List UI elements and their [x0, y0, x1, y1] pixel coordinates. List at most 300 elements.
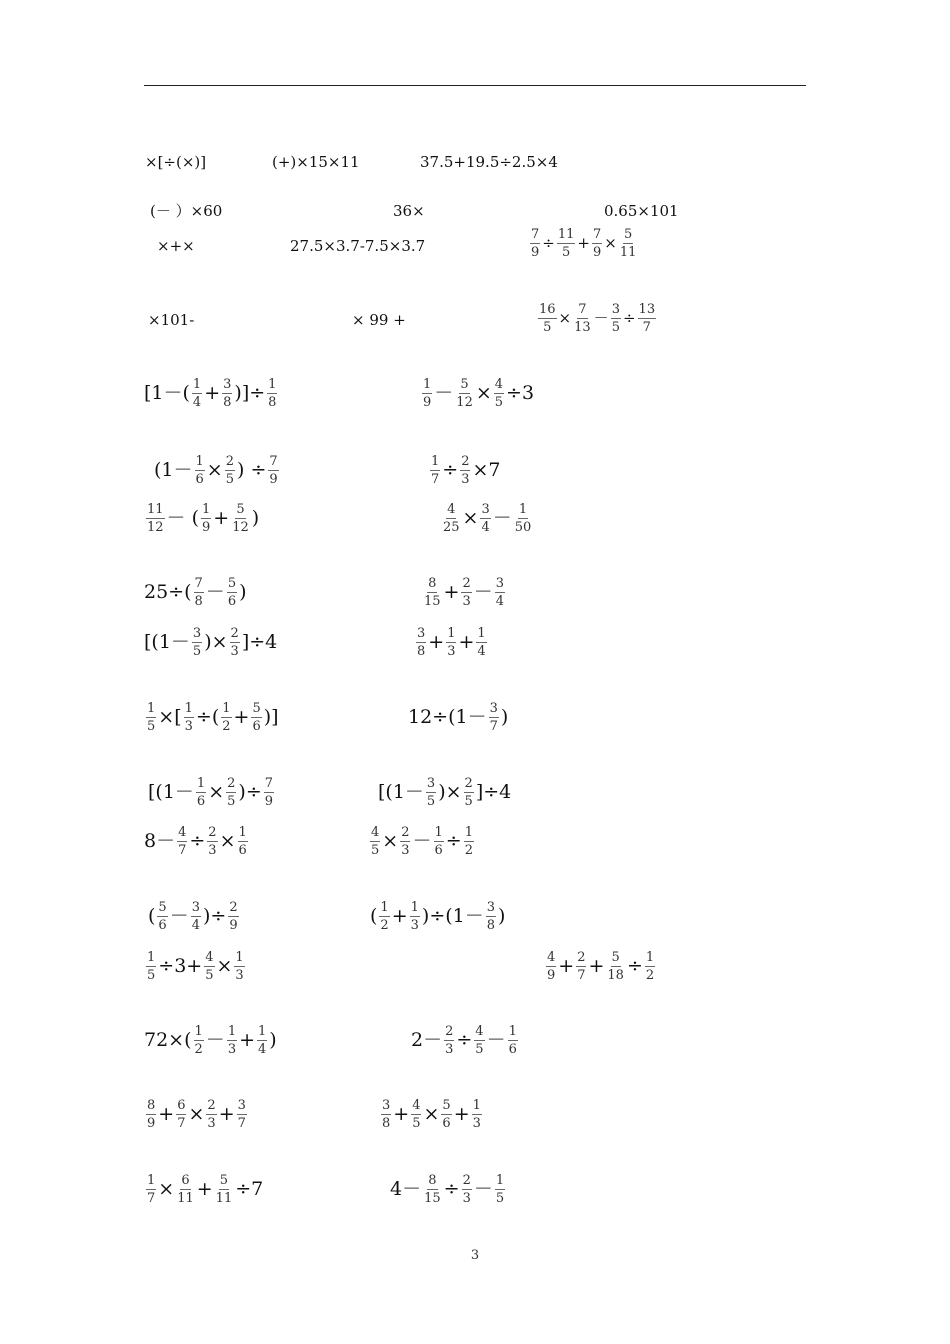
expr-r8b	[421, 577, 507, 608]
fraction-denominator: 12	[147, 520, 164, 535]
operator-text: +	[458, 631, 475, 653]
fraction-numerator: 3	[481, 502, 490, 517]
fraction-numerator: 3	[191, 900, 200, 915]
fraction	[455, 378, 474, 409]
fraction-denominator: 4	[481, 520, 490, 535]
fraction-denominator: 2	[645, 968, 655, 983]
operator-text: ÷	[626, 955, 643, 977]
fraction-numerator: 13	[638, 302, 656, 317]
operator-text: 12÷(1－	[408, 706, 487, 728]
fraction	[480, 503, 490, 534]
fraction	[146, 702, 156, 733]
fraction-denominator: 5	[147, 968, 156, 983]
fraction-numerator: 3	[489, 701, 498, 716]
fraction-numerator: 1	[258, 1024, 267, 1039]
fraction	[194, 577, 204, 608]
fraction-numerator: 2	[401, 825, 410, 840]
expr-r6b	[428, 455, 501, 486]
fraction	[184, 702, 194, 733]
fraction	[381, 1099, 391, 1130]
fraction	[514, 503, 533, 534]
fraction-denominator: 9	[547, 968, 556, 983]
expression-text: × 99 +	[352, 311, 406, 329]
operator-text: － (	[166, 507, 199, 529]
operator-text: 72×(	[144, 1029, 192, 1051]
fraction-numerator: 1	[238, 825, 247, 840]
fraction-denominator: 3	[184, 719, 193, 734]
fraction-numerator: 5	[442, 1098, 451, 1113]
fraction	[416, 627, 426, 658]
fraction-denominator: 11	[619, 245, 637, 260]
expr-r14b	[544, 951, 657, 982]
fraction-denominator: 6	[227, 594, 237, 609]
operator-text: －	[169, 905, 189, 927]
fraction	[461, 577, 471, 608]
operator-text: +	[218, 1103, 235, 1125]
fraction-numerator: 3	[192, 626, 202, 641]
operator-text: )	[251, 507, 260, 529]
fraction	[146, 951, 156, 982]
fraction	[267, 378, 277, 409]
expr-r2b	[393, 204, 425, 219]
expr-r10a	[144, 702, 279, 733]
expr-r2a	[150, 204, 222, 219]
operator-text: )×	[204, 631, 228, 653]
fraction-numerator: 7	[264, 776, 274, 791]
fraction-numerator: 3	[486, 900, 496, 915]
fraction-numerator: 5	[460, 377, 469, 392]
fraction	[227, 577, 237, 608]
operator-text: )×	[438, 781, 462, 803]
fraction-numerator: 7	[592, 227, 602, 242]
fraction-numerator: 1	[472, 1098, 481, 1113]
fraction-denominator: 5	[495, 1191, 505, 1206]
fraction-numerator: 2	[227, 776, 236, 791]
fraction-denominator: 4	[192, 395, 202, 410]
fraction-denominator: 9	[202, 520, 211, 535]
fraction-numerator: 1	[202, 502, 211, 517]
fraction	[489, 702, 499, 733]
fraction-numerator: 5	[227, 576, 237, 591]
operator-text: )÷	[203, 905, 227, 927]
fraction-denominator: 6	[434, 843, 443, 858]
operator-text: ×	[604, 234, 617, 252]
expr-r10b	[408, 702, 508, 733]
operator-text: ×[	[158, 706, 182, 728]
expr-r6a	[154, 455, 281, 486]
fraction	[530, 228, 540, 259]
fraction	[237, 1099, 247, 1130]
fraction	[441, 1099, 451, 1130]
expr-r12a	[144, 826, 250, 857]
operator-text: ×	[216, 955, 233, 977]
fraction-numerator: 8	[428, 1173, 437, 1188]
fraction-denominator: 2	[222, 719, 231, 734]
fraction-denominator: 5	[494, 395, 504, 410]
fraction-numerator: 1	[410, 900, 419, 915]
fraction-denominator: 5	[227, 794, 236, 809]
fraction	[446, 627, 456, 658]
fraction	[423, 577, 442, 608]
fraction	[176, 1174, 195, 1205]
fraction-denominator: 7	[237, 1116, 246, 1131]
expr-r2c	[604, 204, 679, 219]
fraction-denominator: 5	[192, 644, 202, 659]
fraction-numerator: 1	[222, 701, 231, 716]
fraction	[410, 901, 420, 932]
fraction-numerator: 1	[477, 626, 486, 641]
fraction-numerator: 8	[428, 576, 437, 591]
fraction	[400, 826, 410, 857]
operator-text: (1－	[154, 459, 193, 481]
expression-text: ×[÷(×)]	[145, 153, 207, 171]
fraction-denominator: 6	[442, 1116, 451, 1131]
operator-text: ÷3+	[158, 955, 203, 977]
fraction	[557, 228, 576, 259]
fraction-denominator: 5	[475, 1042, 484, 1057]
fraction-numerator: 1	[192, 377, 202, 392]
operator-text: +	[213, 507, 230, 529]
fraction-denominator: 5	[464, 794, 473, 809]
operator-text: ÷	[442, 459, 459, 481]
fraction-numerator: 7	[194, 576, 203, 591]
operator-text: ÷3	[506, 382, 535, 404]
operator-text: －	[412, 830, 432, 852]
fraction-numerator: 2	[445, 1024, 454, 1039]
expr-r3c	[528, 228, 639, 259]
operator-text: －	[205, 581, 225, 603]
fraction-numerator: 2	[208, 825, 217, 840]
expr-r3a	[157, 239, 195, 254]
fraction	[494, 378, 504, 409]
operator-text: )]	[263, 706, 279, 728]
operator-text: ×	[206, 459, 223, 481]
operator-text: ÷	[622, 309, 636, 327]
fraction-denominator: 3	[461, 472, 470, 487]
fraction-denominator: 5	[147, 719, 156, 734]
fraction-denominator: 3	[445, 1042, 454, 1057]
operator-text: +	[443, 581, 460, 603]
fraction-denominator: 7	[577, 968, 586, 983]
operator-text: )÷	[238, 781, 262, 803]
fraction	[546, 951, 556, 982]
fraction-numerator: 1	[380, 900, 389, 915]
fraction-denominator: 12	[456, 395, 473, 410]
fraction	[422, 378, 432, 409]
fraction	[226, 777, 236, 808]
operator-text: ×	[158, 1178, 175, 1200]
fraction-denominator: 12	[232, 520, 249, 535]
expr-r13a	[148, 901, 241, 932]
fraction	[176, 1099, 186, 1130]
fraction-denominator: 3	[472, 1116, 481, 1131]
fraction-denominator: 9	[147, 1116, 156, 1131]
fraction	[264, 777, 274, 808]
operator-text: )÷(1－	[421, 905, 484, 927]
operator-text: ÷(	[195, 706, 220, 728]
fraction-numerator: 1	[495, 1173, 505, 1188]
fraction	[234, 951, 244, 982]
fraction	[573, 303, 592, 334]
operator-text: ×7	[472, 459, 501, 481]
fraction-denominator: 7	[431, 472, 440, 487]
operator-text: ×	[462, 507, 479, 529]
expr-r17b	[390, 1174, 507, 1205]
expression-text: 0.65×101	[604, 202, 679, 220]
fraction-denominator: 3	[447, 644, 456, 659]
fraction-denominator: 8	[268, 395, 277, 410]
expression-text: 36×	[393, 202, 425, 220]
fraction	[426, 777, 436, 808]
operator-text: )]÷	[234, 382, 266, 404]
fraction-numerator: 1	[235, 950, 244, 965]
fraction-denominator: 3	[401, 843, 410, 858]
fraction-numerator: 3	[223, 377, 232, 392]
expr-r4c	[536, 303, 658, 334]
fraction-denominator: 11	[177, 1191, 194, 1206]
fraction-numerator: 2	[230, 626, 239, 641]
operator-text: ÷	[189, 830, 206, 852]
fraction-denominator: 4	[258, 1042, 267, 1057]
fraction-denominator: 4	[477, 644, 486, 659]
expr-r17a	[144, 1174, 263, 1205]
fraction	[238, 826, 248, 857]
fraction	[192, 627, 202, 658]
fraction-numerator: 7	[269, 454, 278, 469]
fraction	[472, 1099, 482, 1130]
fraction	[538, 303, 557, 334]
fraction-denominator: 15	[424, 1191, 441, 1206]
fraction-denominator: 6	[508, 1042, 517, 1057]
operator-text: [(1－	[148, 781, 194, 803]
fraction-numerator: 4	[412, 1098, 421, 1113]
fraction-denominator: 6	[252, 719, 261, 734]
expr-r5b	[420, 378, 534, 409]
fraction	[196, 777, 206, 808]
fraction-denominator: 6	[196, 794, 206, 809]
operator-text: )	[500, 706, 509, 728]
fraction-denominator: 5	[543, 320, 552, 335]
fraction-numerator: 1	[196, 776, 206, 791]
fraction-numerator: 8	[147, 1098, 156, 1113]
operator-text: ]÷4	[241, 631, 278, 653]
expr-r8a	[144, 577, 247, 608]
fraction	[464, 777, 474, 808]
operator-text: ×	[188, 1103, 205, 1125]
fraction	[201, 503, 211, 534]
operator-text: )	[498, 905, 506, 927]
fraction-numerator: 5	[219, 1173, 229, 1188]
fraction-denominator: 7	[642, 320, 651, 335]
fraction	[442, 503, 461, 534]
fraction	[476, 627, 486, 658]
fraction-denominator: 8	[382, 1116, 391, 1131]
operator-text: －	[473, 581, 493, 603]
fraction-numerator: 3	[611, 302, 620, 317]
fraction-denominator: 5	[412, 1116, 421, 1131]
operator-text: ×	[558, 309, 572, 327]
header-rule	[144, 85, 806, 86]
fraction	[411, 1099, 421, 1130]
operator-text: 2－	[411, 1029, 443, 1051]
fraction-denominator: 5	[371, 843, 380, 858]
fraction-denominator: 8	[223, 395, 232, 410]
fraction	[227, 1025, 237, 1056]
fraction-denominator: 6	[238, 843, 247, 858]
fraction-denominator: 3	[208, 843, 217, 858]
fraction-denominator: 3	[230, 644, 239, 659]
expr-r11b	[378, 777, 511, 808]
fraction-numerator: 2	[229, 900, 238, 915]
operator-text: －	[205, 1029, 225, 1051]
fraction	[592, 228, 602, 259]
operator-text: +	[588, 955, 605, 977]
expr-r16a	[144, 1099, 249, 1130]
fraction-numerator: 3	[237, 1098, 246, 1113]
fraction	[207, 826, 217, 857]
operator-text: )	[269, 1029, 277, 1051]
operator-text: 25÷(	[144, 581, 192, 603]
expression-text: (+)×15×11	[272, 153, 360, 171]
expression-text: (－ ）×60	[150, 202, 223, 220]
fraction-numerator: 1	[147, 950, 156, 965]
fraction-denominator: 25	[443, 520, 460, 535]
fraction-numerator: 7	[531, 227, 540, 242]
fraction-numerator: 6	[181, 1173, 190, 1188]
fraction-denominator: 9	[269, 472, 278, 487]
fraction-numerator: 1	[508, 1024, 517, 1039]
fraction-numerator: 1	[147, 1173, 156, 1188]
expr-r4b	[352, 313, 406, 328]
operator-text: 4－	[390, 1178, 422, 1200]
fraction	[230, 627, 240, 658]
fraction	[146, 503, 165, 534]
fraction	[215, 1174, 234, 1205]
fraction	[444, 1025, 454, 1056]
fraction-numerator: 2	[225, 454, 234, 469]
fraction-numerator: 1	[518, 502, 528, 517]
operator-text: +	[428, 631, 445, 653]
fraction-numerator: 1	[434, 825, 443, 840]
operator-text: +	[233, 706, 250, 728]
expr-r7b	[440, 503, 534, 534]
fraction-numerator: 2	[207, 1098, 216, 1113]
expr-r9a	[144, 627, 277, 658]
fraction-numerator: 1	[147, 701, 156, 716]
operator-text: +	[391, 905, 408, 927]
expr-r12b	[368, 826, 476, 857]
operator-text: ×	[423, 1103, 440, 1125]
fraction-numerator: 6	[177, 1098, 186, 1113]
fraction-numerator: 5	[623, 227, 633, 242]
fraction-numerator: 4	[494, 377, 504, 392]
fraction-numerator: 2	[464, 776, 473, 791]
fraction-denominator: 8	[194, 594, 203, 609]
fraction-denominator: 5	[561, 245, 571, 260]
fraction	[638, 303, 657, 334]
fraction	[192, 378, 202, 409]
fraction-numerator: 5	[252, 701, 261, 716]
fraction-numerator: 16	[539, 302, 556, 317]
operator-text: +	[158, 1103, 175, 1125]
fraction-denominator: 8	[417, 644, 426, 659]
fraction-denominator: 5	[225, 472, 234, 487]
operator-text: ÷	[542, 234, 555, 252]
operator-text: ×	[219, 830, 236, 852]
expr-r11a	[148, 777, 276, 808]
fraction	[257, 1025, 267, 1056]
fraction-numerator: 1	[195, 454, 204, 469]
fraction	[251, 702, 261, 733]
page-number: 3	[470, 1248, 480, 1263]
fraction-denominator: 50	[514, 520, 532, 535]
fraction-numerator: 1	[431, 454, 440, 469]
fraction	[495, 1174, 505, 1205]
fraction-denominator: 7	[177, 1116, 186, 1131]
fraction	[231, 503, 250, 534]
operator-text: [(1－	[378, 781, 424, 803]
operator-text: ÷7	[235, 1178, 264, 1200]
fraction-denominator: 2	[380, 918, 389, 933]
fraction-denominator: 8	[486, 918, 496, 933]
fraction-numerator: 1	[645, 950, 655, 965]
fraction-denominator: 4	[191, 918, 200, 933]
fraction	[204, 951, 214, 982]
fraction-denominator: 5	[611, 320, 620, 335]
expr-r4a	[148, 313, 194, 328]
fraction	[430, 455, 440, 486]
fraction-numerator: 3	[495, 576, 505, 591]
fraction-denominator: 15	[424, 594, 441, 609]
fraction	[222, 378, 232, 409]
fraction-denominator: 2	[194, 1042, 203, 1057]
fraction	[464, 826, 474, 857]
operator-text: [1－(	[144, 382, 190, 404]
expr-r9b	[414, 627, 489, 658]
fraction-numerator: 11	[557, 227, 575, 242]
fraction-denominator: 3	[410, 918, 419, 933]
expr-r7a	[144, 503, 259, 534]
fraction-denominator: 5	[205, 968, 214, 983]
fraction	[228, 901, 238, 932]
operator-text: －	[593, 309, 609, 327]
expr-r1c	[420, 155, 558, 170]
fraction-numerator: 3	[426, 776, 436, 791]
fraction-numerator: 2	[577, 950, 586, 965]
expression-text: ×+×	[157, 237, 195, 255]
fraction-denominator: 9	[423, 395, 432, 410]
fraction-denominator: 6	[158, 918, 167, 933]
fraction-denominator: 3	[207, 1116, 216, 1131]
operator-text: ]÷4	[475, 781, 512, 803]
expression-text: 27.5×3.7-7.5×3.7	[290, 237, 426, 255]
fraction	[225, 455, 235, 486]
fraction-numerator: 1	[227, 1024, 237, 1039]
fraction-numerator: 4	[371, 825, 380, 840]
fraction-denominator: 3	[462, 594, 471, 609]
fraction	[268, 455, 278, 486]
fraction	[146, 1174, 156, 1205]
operator-text: +	[453, 1103, 470, 1125]
operator-text: )	[239, 581, 247, 603]
fraction-denominator: 9	[264, 794, 274, 809]
fraction	[508, 1025, 518, 1056]
fraction-denominator: 3	[462, 1191, 471, 1206]
fraction-numerator: 5	[611, 950, 620, 965]
expr-r1b	[272, 155, 360, 170]
fraction-numerator: 4	[547, 950, 556, 965]
operator-text: 8－	[144, 830, 176, 852]
